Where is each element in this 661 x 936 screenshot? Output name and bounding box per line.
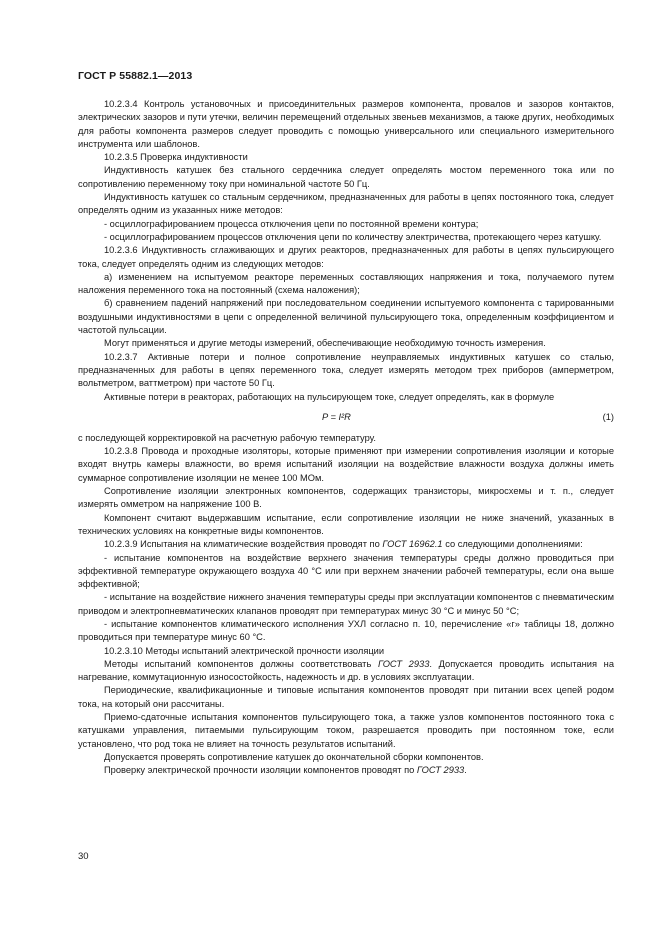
paragraph: - испытание компонентов на воздействие верхнего значения температуры среды должно проводиться при эффективной температуре окружающего воздуха 40 °С или при верхнем значении рабочей температуры, если она выше эффективной; xyxy=(78,552,614,590)
paragraph: Периодические, квалификационные и типовые испытания компонентов проводят при питании всех цепей родом тока, на который они рассчитаны. xyxy=(78,685,614,709)
paragraph: 10.2.3.6 Индуктивность сглаживающих и других реакторов, предназначенных для работы в цепях пульсирующего тока, следует определять одним из следующих методов: xyxy=(78,245,614,269)
paragraph: Сопротивление изоляции электронных компонентов, содержащих транзисторы, микросхемы и т. п., следует измерять омметром на напряжение 100 В. xyxy=(78,486,614,510)
paragraph: а) изменением на испытуемом реакторе переменных составляющих напряжения и тока, получаемого путем наложения переменного тока на постоянный (схема наложения); xyxy=(78,271,614,296)
standard-reference: ГОСТ 2933 xyxy=(416,765,465,776)
document-body xyxy=(78,98,614,778)
formula-number: (1) xyxy=(602,411,614,422)
paragraph: - осциллографированием процессов отключения цепи по количеству электричества, протекающего через катушку. xyxy=(104,231,602,242)
paragraph: - испытание на воздействие нижнего значения температуры среды при эксплуатации компонентов с пневматическим приводом и электропневматических клапанов проводят при температурах минус 30 °С и минус 50 °С; xyxy=(78,592,614,616)
formula-expression: P = I²R xyxy=(322,411,351,422)
paragraph: Проверку электрической прочности изоляции компонентов проводят по ГОСТ 2933. xyxy=(104,765,467,776)
paragraph: с последующей корректировкой на расчетную рабочую температуру. xyxy=(78,432,376,443)
standard-reference: ГОСТ 16962.1 xyxy=(382,539,443,550)
formula xyxy=(78,404,614,432)
standard-reference: ГОСТ 2933 xyxy=(377,658,430,669)
paragraph: Компонент считают выдержавшим испытание, если сопротивление изоляции не ниже значений, указанных в технических условиях на конкретные виды компонентов. xyxy=(78,512,614,536)
paragraph: Методы испытаний компонентов должны соответствовать ГОСТ 2933. Допускается проводить испытания на нагревание, коммутационную износостойкость, надежность и др. в условиях эксплуатации. xyxy=(78,658,614,683)
paragraph: Приемо-сдаточные испытания компонентов пульсирующего тока, а также узлов компонентов постоянного тока с катушками управления, питаемыми пульсирующим током, разрешается проводить при постоянном токе, если установлено, что род тока не влияет на точность результатов испытаний. xyxy=(78,712,614,749)
paragraph: 10.2.3.7 Активные потери и полное сопротивление неуправляемых индуктивных катушек со сталью, предназначенных для работы в цепях переменного тока, следует измерять методом трех приборов (амперметром, вольтметром, ваттметром) при частоте 50 Гц. xyxy=(78,351,614,389)
paragraph: - осциллографированием процесса отключения цепи по постоянной времени контура; xyxy=(104,218,479,229)
paragraph: Индуктивность катушек со стальным сердечником, предназначенных для работы в цепях постоянного тока, следует определять одним из указанных ниже методов: xyxy=(78,192,614,216)
document-header: ГОСТ Р 55882.1—2013 xyxy=(78,70,193,82)
paragraph: 10.2.3.5 Проверка индуктивности xyxy=(104,152,248,163)
paragraph: 10.2.3.8 Провода и проходные изоляторы, которые применяют при измерении сопротивления изоляции и которые входят внутрь камеры влажности, во время испытаний изоляции на воздействие влажности воздуха должны иметь суммарное сопротивление изоляции не менее 100 МОм. xyxy=(78,446,614,483)
paragraph: Индуктивность катушек без стального сердечника следует определять мостом переменного тока или по сопротивлению переменному току при номинальной частоте 50 Гц. xyxy=(78,165,614,189)
paragraph: Активные потери в реакторах, работающих на пульсирующем токе, следует определять, как в формуле xyxy=(104,391,555,402)
paragraph: Могут применяться и другие методы измерений, обеспечивающие необходимую точность измерения. xyxy=(104,338,546,349)
paragraph: 10.2.3.10 Методы испытаний электрической прочности изоляции xyxy=(104,645,385,656)
paragraph: б) сравнением падений напряжений при последовательном соединении испытуемого компонента с тарированными воздушными индуктивностями в цепи с определенной величиной пульсирующего тока, определенным коэффициентом и частотой пульсации. xyxy=(78,298,614,336)
paragraph: Допускается проверять сопротивление катушек до окончательной сборки компонентов. xyxy=(104,751,484,762)
page-number: 30 xyxy=(78,851,89,862)
paragraph: 10.2.3.4 Контроль установочных и присоединительных размеров компонента, провалов и зазоров контактов, электрических зазоров и пути утечки, величин перемещений отдельных звеньев механизмов, а также других, необходимых для работы компонента размеров следует проводить с помощью универсального или специального измерительного инструмента или шаблонов. xyxy=(78,99,614,149)
paragraph: - испытание компонентов климатического исполнения УХЛ согласно п. 10, перечисление «г» таблицы 18, должно проводиться при температуре минус 60 °С. xyxy=(78,618,614,643)
paragraph: 10.2.3.9 Испытания на климатические воздействия проводят по ГОСТ 16962.1 со следующими дополнениями: xyxy=(104,539,583,550)
